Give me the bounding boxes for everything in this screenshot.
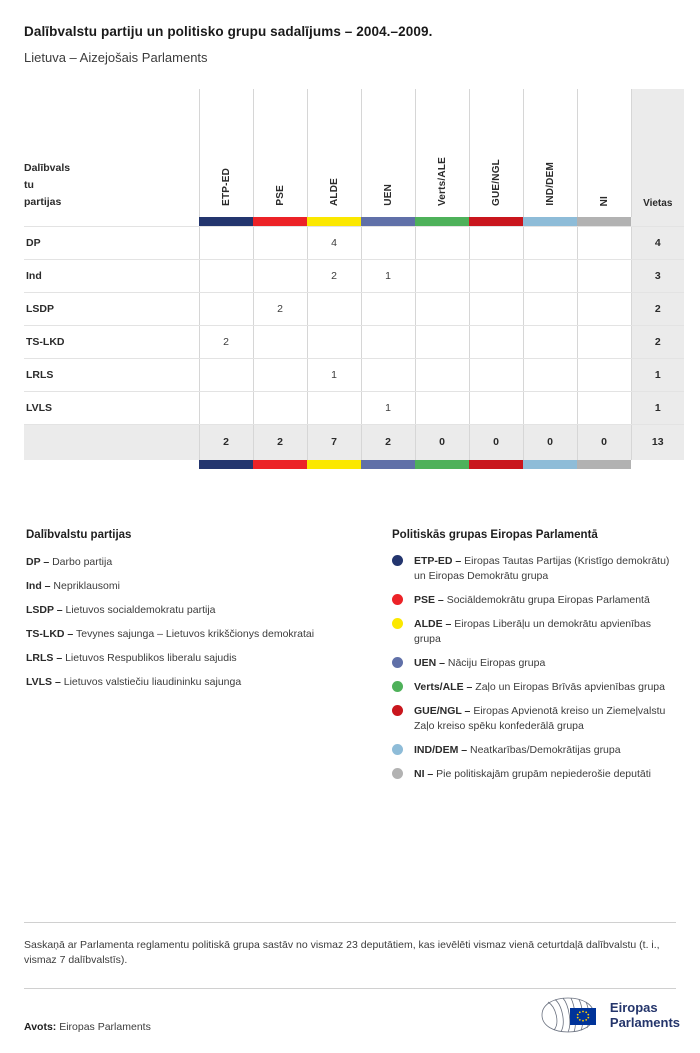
legend-national-parties	[24, 529, 392, 791]
cell	[523, 292, 577, 325]
list-item	[392, 554, 676, 584]
group-code: Verts/ALE	[436, 156, 448, 206]
cell	[523, 226, 577, 259]
group-full-name: Nāciju Eiropas grupa	[444, 657, 546, 669]
group-code: IND/DEM	[544, 162, 556, 206]
row-header-line-2: tu	[24, 179, 34, 191]
color-swatch-verts-ale	[415, 460, 469, 469]
party-abbr: DP –	[26, 556, 50, 568]
cell	[253, 259, 307, 292]
cell	[199, 226, 253, 259]
cell	[523, 325, 577, 358]
group-abbr: UEN –	[414, 657, 445, 669]
cell	[577, 325, 631, 358]
color-bar-total-spacer	[631, 460, 684, 469]
cell	[361, 325, 415, 358]
group-header-gue-ngl	[469, 89, 523, 217]
party-name: TS-LKD	[24, 325, 199, 358]
party-abbr: LVLS –	[26, 676, 61, 688]
party-name: Ind	[24, 259, 199, 292]
page-subtitle: Lietuva – Aizejošais Parlaments	[24, 50, 208, 65]
list-item	[392, 767, 676, 782]
list-item	[26, 579, 392, 594]
divider-above-note	[24, 922, 676, 923]
color-swatch-ind-dem	[523, 217, 577, 226]
cell	[253, 325, 307, 358]
group-abbr: ETP-ED –	[414, 555, 462, 567]
color-dot-icon	[392, 768, 403, 779]
cell: 2	[253, 292, 307, 325]
seat-distribution-table	[24, 89, 676, 469]
party-full-name: Lietuvos Respublikos liberalu sajudis	[62, 652, 237, 664]
table-sum-row	[24, 424, 684, 460]
color-dot-icon	[392, 618, 403, 629]
group-abbr: ALDE –	[414, 618, 452, 630]
color-dot-icon	[392, 744, 403, 755]
divider-above-source	[24, 988, 676, 989]
group-full-name: Zaļo un Eiropas Brīvās apvienības grupa	[472, 681, 665, 693]
total-column-header: Vietas	[631, 89, 684, 217]
cell	[199, 391, 253, 424]
row-header-line-1: Dalībvals	[24, 162, 71, 174]
logo-line-1: Eiropas	[609, 1000, 658, 1015]
cell	[577, 391, 631, 424]
cell	[415, 292, 469, 325]
cell	[577, 259, 631, 292]
color-swatch-ind-dem	[523, 460, 577, 469]
group-abbr: NI –	[414, 768, 434, 780]
sum-cell: 0	[577, 424, 631, 460]
list-item	[392, 704, 676, 734]
cell	[361, 226, 415, 259]
cell	[469, 226, 523, 259]
row-total: 4	[631, 226, 684, 259]
cell	[469, 292, 523, 325]
color-swatch-pse	[253, 460, 307, 469]
sum-cell: 2	[199, 424, 253, 460]
cell	[199, 292, 253, 325]
group-full-name: Eiropas Liberāļu un demokrātu apvienības grupa	[414, 618, 651, 645]
row-total: 1	[631, 358, 684, 391]
top-color-bar	[24, 217, 684, 226]
color-swatch-ni	[577, 217, 631, 226]
cell	[307, 292, 361, 325]
color-swatch-alde	[307, 460, 361, 469]
list-item	[26, 603, 392, 618]
party-abbr: TS-LKD –	[26, 628, 74, 640]
party-abbr: LRLS –	[26, 652, 63, 664]
color-swatch-gue-ngl	[469, 217, 523, 226]
party-full-name: Lietuvos socialdemokratu partija	[62, 604, 216, 616]
sum-cell: 0	[523, 424, 577, 460]
group-header-verts-ale	[415, 89, 469, 217]
row-total: 1	[631, 391, 684, 424]
party-full-name: Tevynes sajunga – Lietuvos krikščionys demokratai	[73, 628, 315, 640]
group-code: UEN	[382, 184, 394, 206]
color-dot-icon	[392, 657, 403, 668]
legend-political-groups	[392, 529, 676, 791]
cell: 4	[307, 226, 361, 259]
list-item	[392, 593, 676, 608]
list-item	[392, 617, 676, 647]
party-full-name: Darbo partija	[49, 556, 113, 568]
color-swatch-uen	[361, 460, 415, 469]
cell	[415, 325, 469, 358]
group-abbr: PSE –	[414, 594, 444, 606]
group-code: GUE/NGL	[490, 159, 502, 206]
group-full-name: Eiropas Apvienotā kreiso un Ziemeļvalstu Zaļo kreiso spēku konfederālā grupa	[414, 705, 666, 732]
list-item	[26, 675, 392, 690]
row-total: 2	[631, 292, 684, 325]
list-item	[26, 651, 392, 666]
sum-cell: 2	[361, 424, 415, 460]
list-item	[392, 656, 676, 671]
table-row	[24, 259, 684, 292]
color-bar-spacer	[24, 217, 199, 226]
color-swatch-uen	[361, 217, 415, 226]
cell: 2	[307, 259, 361, 292]
row-total: 3	[631, 259, 684, 292]
sum-cell: 0	[415, 424, 469, 460]
color-bar-total-spacer	[631, 217, 684, 226]
group-code: NI	[598, 195, 610, 206]
color-swatch-etp-ed	[199, 460, 253, 469]
cell	[253, 358, 307, 391]
list-item	[392, 743, 676, 758]
cell: 1	[307, 358, 361, 391]
color-swatch-alde	[307, 217, 361, 226]
cell	[469, 259, 523, 292]
cell: 1	[361, 391, 415, 424]
group-header-ni	[577, 89, 631, 217]
list-item	[26, 555, 392, 570]
source-value: Eiropas Parlaments	[56, 1021, 151, 1033]
source-label: Avots:	[24, 1021, 57, 1033]
cell	[469, 358, 523, 391]
table-row	[24, 391, 684, 424]
cell	[577, 292, 631, 325]
page-title: Dalībvalstu partiju un politisko grupu sadalījums – 2004.–2009.	[24, 24, 433, 39]
party-name: LSDP	[24, 292, 199, 325]
row-total: 2	[631, 325, 684, 358]
party-abbr: LSDP –	[26, 604, 63, 616]
table-row	[24, 226, 684, 259]
source-line	[24, 1021, 151, 1033]
footnote: Saskaņā ar Parlamenta reglamentu politiskā grupa sastāv no vismaz 23 deputātiem, kas ievēlēti vismaz vienā ceturtdaļā dalībvalstu (t. i., vismaz 7 dalībvalstīs).	[24, 939, 660, 966]
party-name: LVLS	[24, 391, 199, 424]
party-name: LRLS	[24, 358, 199, 391]
row-header-line-3: partijas	[24, 196, 62, 208]
cell	[361, 292, 415, 325]
list-item	[392, 680, 676, 695]
group-header-alde	[307, 89, 361, 217]
group-header-uen	[361, 89, 415, 217]
logo-line-2: Parlaments	[609, 1015, 680, 1030]
group-header-pse	[253, 89, 307, 217]
bottom-color-bar	[24, 460, 684, 469]
table-row	[24, 358, 684, 391]
group-header-ind-dem	[523, 89, 577, 217]
cell	[253, 391, 307, 424]
legend-left-heading: Dalībvalstu partijas	[26, 529, 132, 541]
color-swatch-etp-ed	[199, 217, 253, 226]
ep-emblem-icon	[540, 995, 602, 1035]
party-abbr: Ind –	[26, 580, 51, 592]
cell	[577, 358, 631, 391]
sum-cell: 7	[307, 424, 361, 460]
group-full-name: Pie politiskajām grupām nepiederošie deputāti	[433, 768, 651, 780]
legend	[24, 529, 676, 791]
group-full-name: Sociāldemokrātu grupa Eiropas Parlamentā	[443, 594, 650, 606]
sum-cell: 0	[469, 424, 523, 460]
group-full-name: Neatkarības/Demokrātijas grupa	[467, 744, 621, 756]
color-swatch-ni	[577, 460, 631, 469]
cell	[199, 259, 253, 292]
group-header-etp-ed	[199, 89, 253, 217]
table-row	[24, 325, 684, 358]
cell	[415, 226, 469, 259]
cell	[307, 325, 361, 358]
color-dot-icon	[392, 681, 403, 692]
list-item	[26, 627, 392, 642]
color-swatch-gue-ngl	[469, 460, 523, 469]
color-dot-icon	[392, 555, 403, 566]
party-full-name: Nepriklausomi	[50, 580, 120, 592]
cell	[523, 259, 577, 292]
cell	[469, 391, 523, 424]
group-abbr: IND/DEM –	[414, 744, 468, 756]
table-header-row	[24, 89, 684, 217]
cell	[199, 358, 253, 391]
cell	[415, 259, 469, 292]
legend-right-heading: Politiskās grupas Eiropas Parlamentā	[392, 529, 598, 541]
group-code: ETP-ED	[220, 168, 232, 206]
sum-row-label	[24, 424, 199, 460]
cell	[469, 325, 523, 358]
cell	[361, 358, 415, 391]
group-code: ALDE	[328, 177, 340, 206]
grand-total: 13	[631, 424, 684, 460]
group-full-name: Eiropas Tautas Partijas (Kristīgo demokrātu) un Eiropas Demokrātu grupa	[414, 555, 670, 582]
sum-cell: 2	[253, 424, 307, 460]
cell	[523, 358, 577, 391]
color-dot-icon	[392, 594, 403, 605]
color-bar-spacer	[24, 460, 199, 469]
color-dot-icon	[392, 705, 403, 716]
color-swatch-verts-ale	[415, 217, 469, 226]
table-row	[24, 292, 684, 325]
cell	[415, 358, 469, 391]
row-header-label	[24, 89, 199, 217]
color-swatch-pse	[253, 217, 307, 226]
party-name: DP	[24, 226, 199, 259]
cell: 2	[199, 325, 253, 358]
group-abbr: Verts/ALE –	[414, 681, 473, 693]
cell	[415, 391, 469, 424]
cell: 1	[361, 259, 415, 292]
cell	[577, 226, 631, 259]
cell	[253, 226, 307, 259]
party-full-name: Lietuvos valstiečiu liaudininku sajunga	[60, 676, 242, 688]
group-code: PSE	[274, 185, 286, 206]
european-parliament-logo	[540, 995, 680, 1035]
group-abbr: GUE/NGL –	[414, 705, 471, 717]
cell	[307, 391, 361, 424]
cell	[523, 391, 577, 424]
